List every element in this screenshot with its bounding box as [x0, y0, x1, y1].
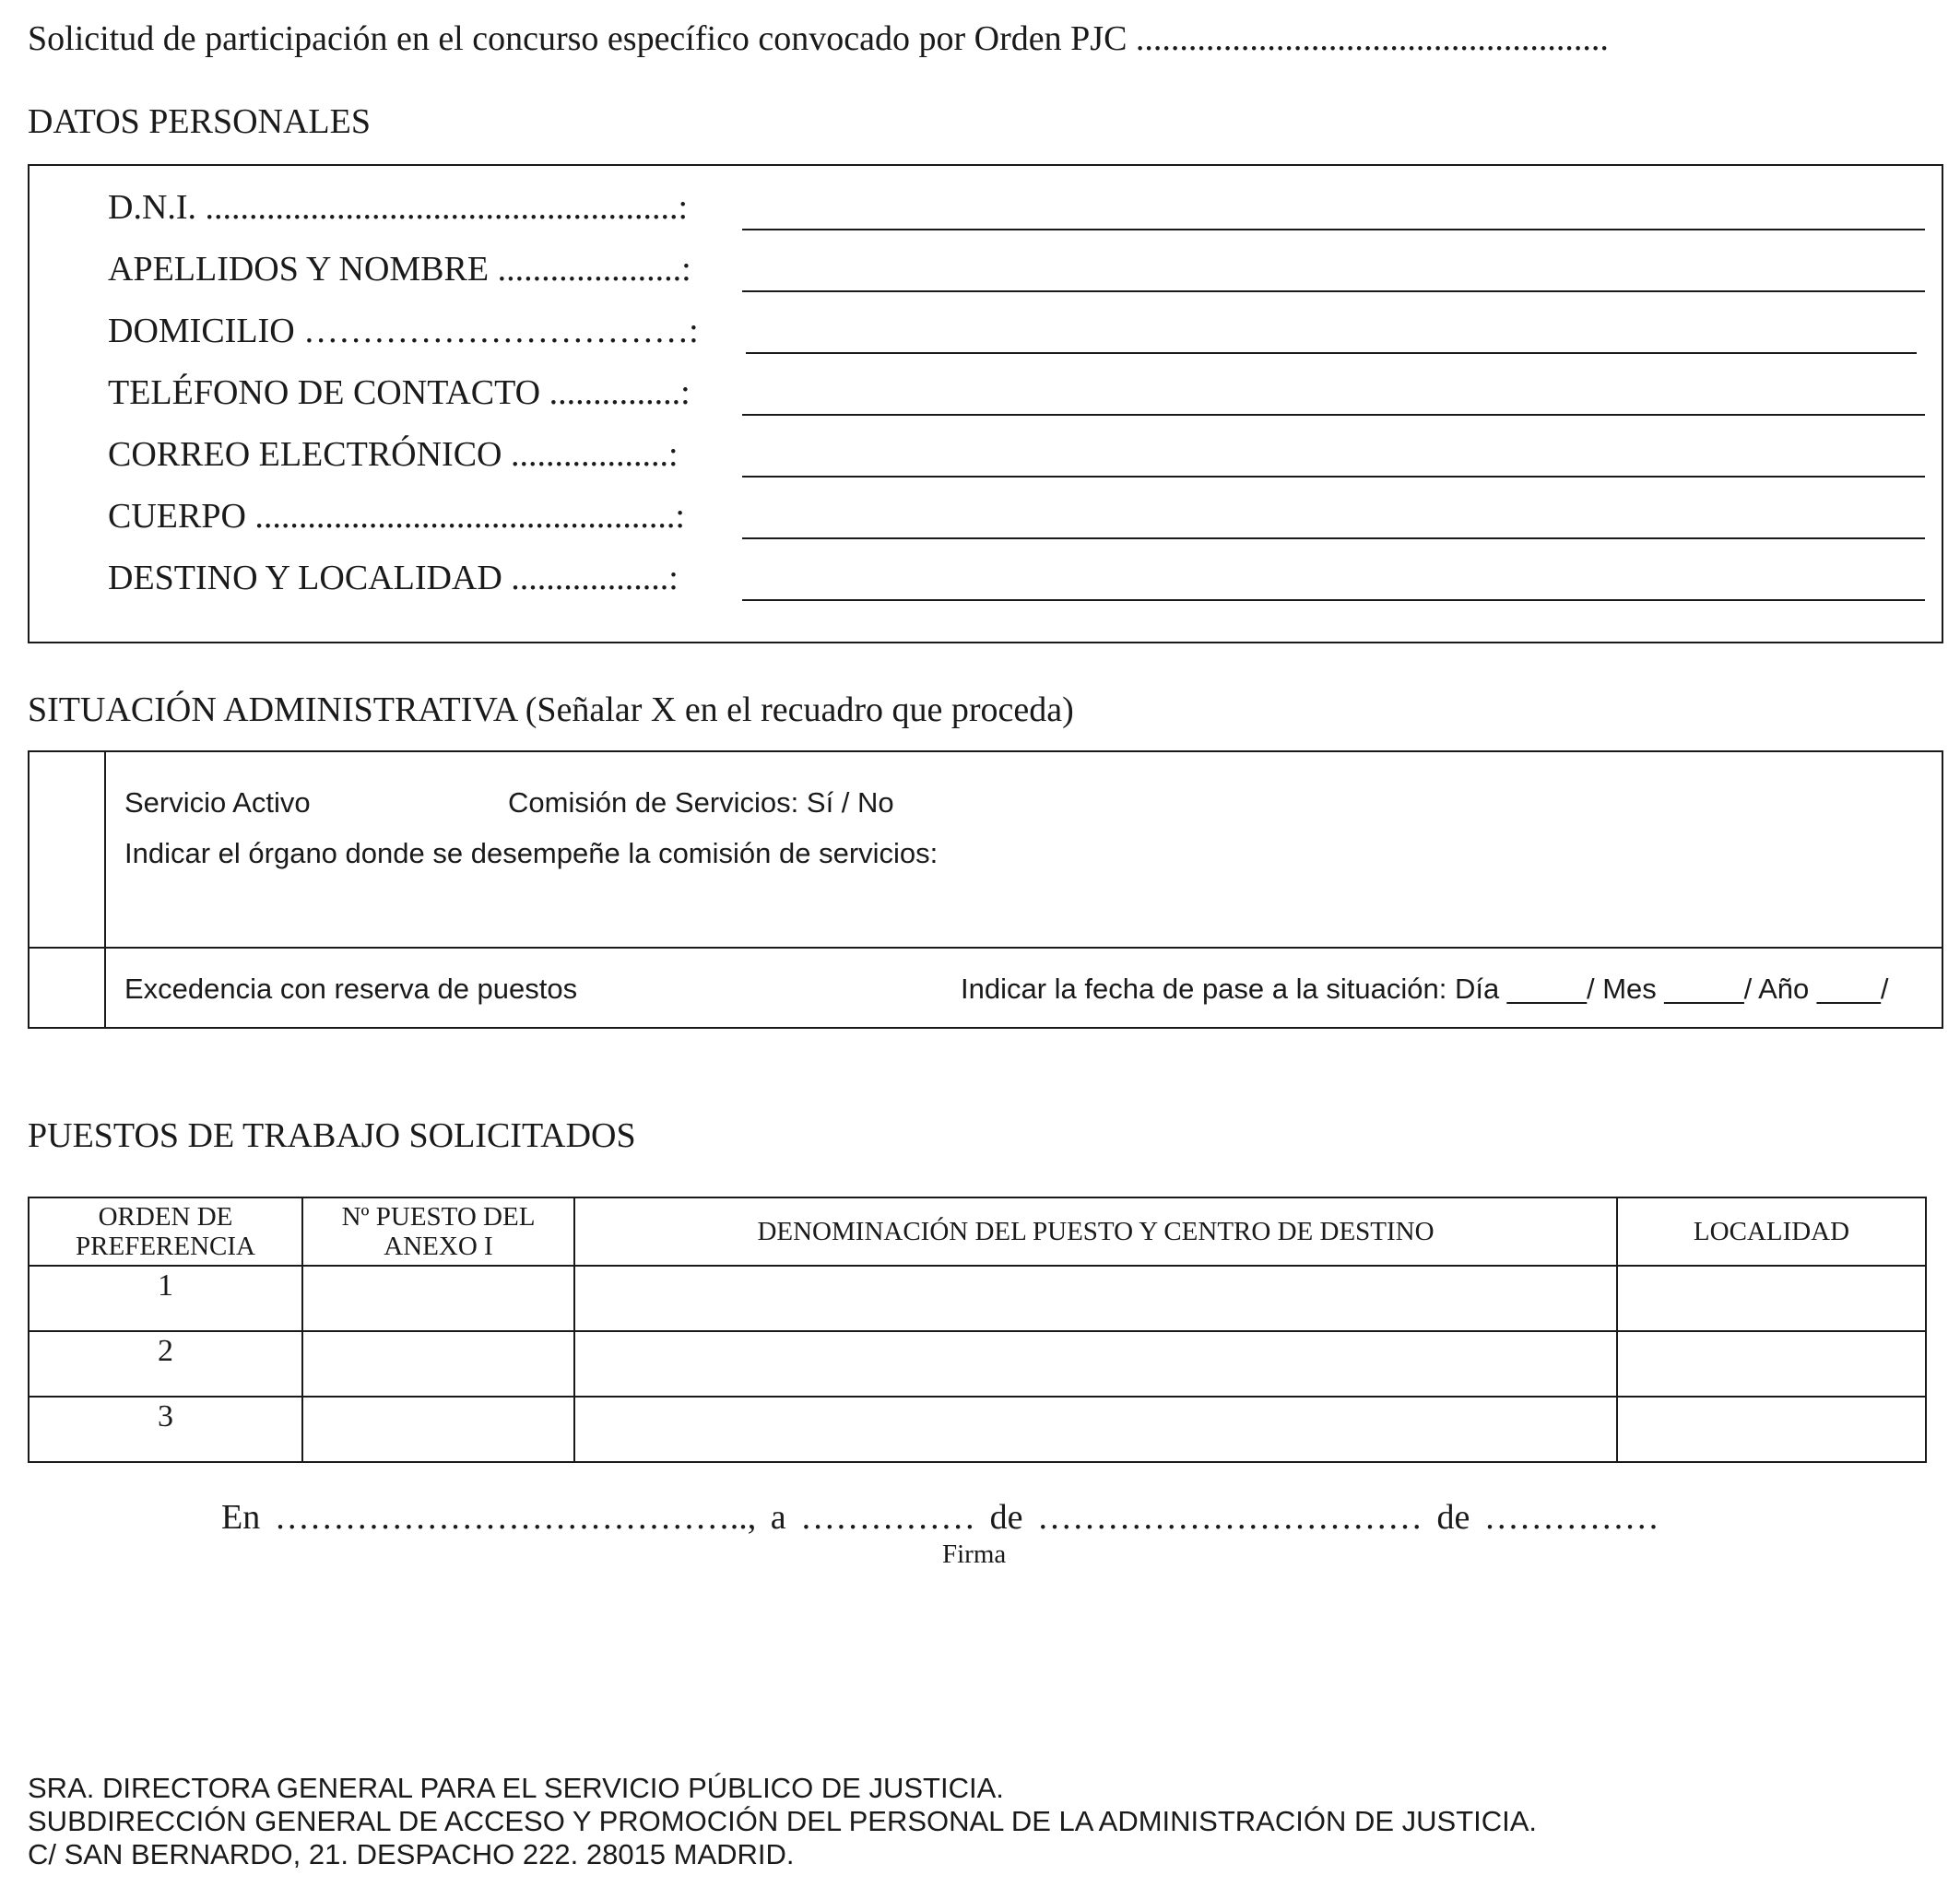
locality-cell[interactable] [1617, 1397, 1926, 1462]
post-number-cell[interactable] [302, 1266, 574, 1331]
field-label-body: CUERPO ................................................: [108, 497, 685, 536]
field-line-destination [742, 599, 1925, 601]
field-line-dni [742, 229, 1925, 230]
leave-date-label: Indicar la fecha de pase a la situación: Día _____/ Mes _____/ Año ____/ [961, 973, 1889, 1005]
field-label-email: CORREO ELECTRÓNICO ..................: [108, 435, 679, 474]
table-header-row [29, 1197, 1926, 1266]
checkbox-column-divider [104, 750, 106, 1029]
leave-label: Excedencia con reserva de puestos [124, 973, 578, 1005]
post-number-cell[interactable] [302, 1331, 574, 1397]
active-service-checkbox[interactable] [30, 753, 102, 945]
field-line-email [742, 476, 1925, 478]
commission-label: Comisión de Servicios: Sí / No [508, 786, 894, 819]
column-header-order: ORDEN DE PREFERENCIA [29, 1197, 302, 1266]
denomination-cell[interactable] [574, 1331, 1617, 1397]
addressee-line-1: SRA. DIRECTORA GENERAL PARA EL SERVICIO PÚBLICO DE JUSTICIA. [28, 1772, 1004, 1804]
jobs-requested-heading: PUESTOS DE TRABAJO SOLICITADOS [28, 1116, 636, 1155]
document-title: Solicitud de participación en el concurso específico convocado por Orden PJC ...................................................... [28, 19, 1609, 58]
admin-situation-heading: SITUACIÓN ADMINISTRATIVA (Señalar X en el recuadro que proceda) [28, 690, 1074, 729]
field-label-destination: DESTINO Y LOCALIDAD ..................: [108, 559, 679, 597]
active-service-label: Servicio Activo [124, 786, 311, 819]
order-cell: 3 [29, 1397, 302, 1462]
denomination-cell[interactable] [574, 1397, 1617, 1462]
column-header-denomination: DENOMINACIÓN DEL PUESTO Y CENTRO DE DESTINO [574, 1197, 1617, 1266]
order-cell: 2 [29, 1331, 302, 1397]
field-line-address [746, 352, 1917, 354]
field-line-body [742, 537, 1925, 539]
post-number-cell[interactable] [302, 1397, 574, 1462]
addressee-line-2: SUBDIRECCIÓN GENERAL DE ACCESO Y PROMOCIÓN DEL PERSONAL DE LA ADMINISTRACIÓN DE JUSTICIA. [28, 1805, 1538, 1837]
column-header-post-number: Nº PUESTO DEL ANEXO I [302, 1197, 574, 1266]
table-row [29, 1331, 1926, 1397]
commission-organ-label: Indicar el órgano donde se desempeñe la comisión de servicios: [124, 837, 939, 869]
admin-row-divider [28, 947, 1943, 949]
field-label-address: DOMICILIO ……………………………: [108, 312, 699, 350]
leave-checkbox[interactable] [30, 950, 102, 1027]
table-row [29, 1266, 1926, 1331]
locality-cell[interactable] [1617, 1331, 1926, 1397]
personal-data-heading: DATOS PERSONALES [28, 102, 371, 141]
table-row [29, 1397, 1926, 1462]
personal-data-box [28, 164, 1943, 643]
field-line-name [742, 290, 1925, 292]
column-header-locality: LOCALIDAD [1617, 1197, 1926, 1266]
field-label-dni: D.N.I. ......................................................: [108, 188, 689, 227]
addressee-line-3: C/ SAN BERNARDO, 21. DESPACHO 222. 28015 MADRID. [28, 1838, 795, 1870]
place-date-line: En ………………………………….., a …………… de …………………………… de …………… [221, 1498, 1659, 1537]
jobs-table [28, 1197, 1927, 1463]
locality-cell[interactable] [1617, 1266, 1926, 1331]
denomination-cell[interactable] [574, 1266, 1617, 1331]
field-label-name: APELLIDOS Y NOMBRE .....................: [108, 250, 691, 289]
order-cell: 1 [29, 1266, 302, 1331]
field-label-phone: TELÉFONO DE CONTACTO ...............: [108, 373, 691, 412]
signature-caption: Firma [942, 1539, 1007, 1569]
field-line-phone [742, 414, 1925, 416]
